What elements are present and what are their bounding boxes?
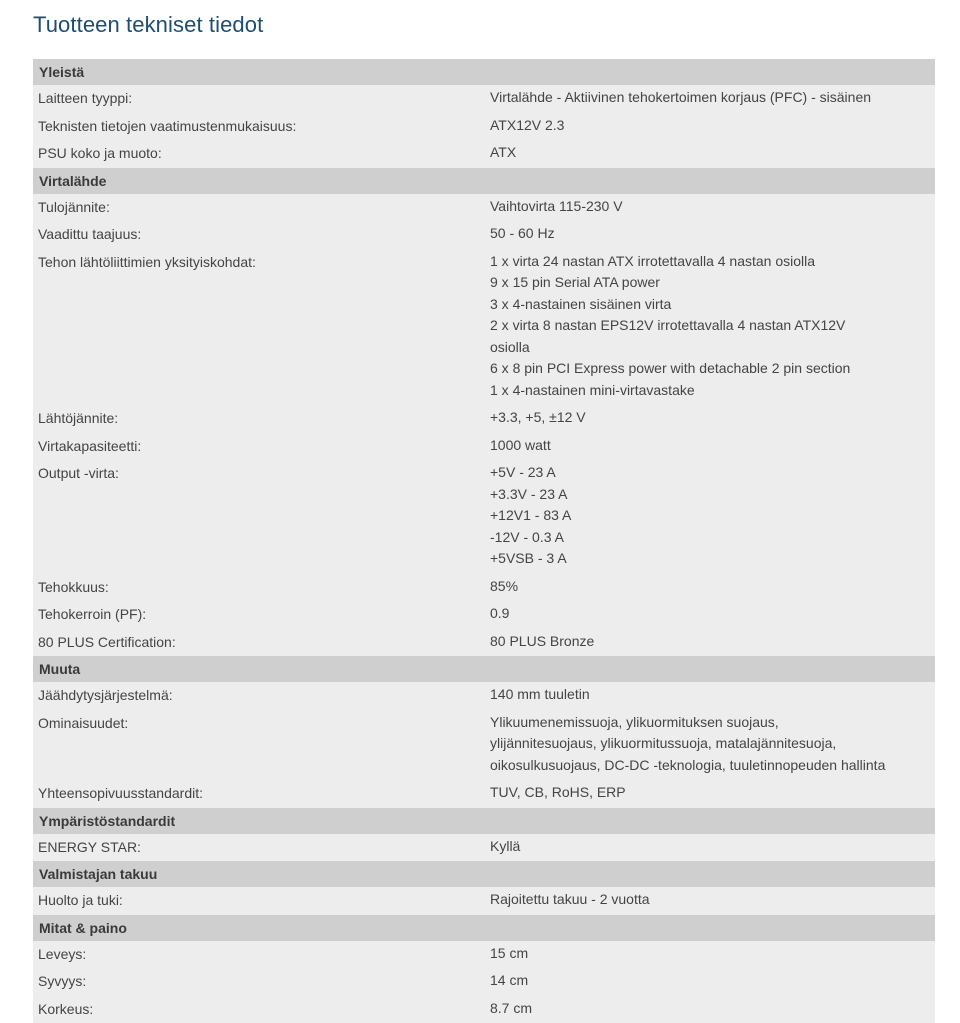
spec-value: 85% (490, 576, 935, 598)
spec-values (490, 714, 935, 777)
spec-row (33, 249, 935, 406)
spec-values (490, 464, 935, 570)
spec-value: -12V - 0.3 A (490, 527, 935, 549)
spec-value: ATX12V 2.3 (490, 115, 935, 137)
spec-label: Yhteensopivuusstandardit: (33, 784, 490, 804)
spec-value: 6 x 8 pin PCI Express power with detachable 2 pin section (490, 358, 935, 380)
spec-values (490, 253, 935, 402)
spec-value: 2 x virta 8 nastan EPS12V irrotettavalla 4 nastan ATX12V (490, 315, 935, 337)
spec-label: Tehokkuus: (33, 578, 490, 598)
section-header: Muuta (33, 656, 935, 682)
spec-values (490, 117, 935, 137)
spec-row (33, 887, 935, 915)
spec-values (490, 144, 935, 164)
spec-row (33, 113, 935, 141)
spec-row (33, 194, 935, 222)
spec-label: Tehokerroin (PF): (33, 605, 490, 625)
spec-value: Ylikuumenemissuoja, ylikuormituksen suojaus, (490, 712, 935, 734)
spec-value: Rajoitettu takuu - 2 vuotta (490, 889, 935, 911)
spec-value: +12V1 - 83 A (490, 505, 935, 527)
spec-value: 1000 watt (490, 435, 935, 457)
spec-row (33, 968, 935, 996)
spec-value: Kyllä (490, 836, 935, 858)
spec-values (490, 198, 935, 218)
spec-row (33, 85, 935, 113)
spec-value: 8.7 cm (490, 998, 935, 1020)
spec-value: TUV, CB, RoHS, ERP (490, 782, 935, 804)
spec-label: Lähtöjännite: (33, 409, 490, 429)
spec-values (490, 838, 935, 858)
spec-label: PSU koko ja muoto: (33, 144, 490, 164)
spec-label: Virtakapasiteetti: (33, 437, 490, 457)
spec-row (33, 834, 935, 862)
spec-values (490, 972, 935, 992)
spec-values (490, 784, 935, 804)
spec-row (33, 780, 935, 808)
spec-value: 1 x virta 24 nastan ATX irrotettavalla 4 nastan osiolla (490, 251, 935, 273)
spec-value: 15 cm (490, 943, 935, 965)
spec-value: Vaihtovirta 115-230 V (490, 196, 935, 218)
spec-value: Virtalähde - Aktiivinen tehokertoimen korjaus (PFC) - sisäinen (490, 87, 935, 109)
spec-row (33, 433, 935, 461)
spec-values (490, 633, 935, 653)
spec-label: 80 PLUS Certification: (33, 633, 490, 653)
spec-value: 9 x 15 pin Serial ATA power (490, 272, 935, 294)
spec-label: Jäähdytysjärjestelmä: (33, 686, 490, 706)
spec-value: 3 x 4-nastainen sisäinen virta (490, 294, 935, 316)
spec-label: Syvyys: (33, 972, 490, 992)
spec-values (490, 945, 935, 965)
spec-label: Teknisten tietojen vaatimustenmukaisuus: (33, 117, 490, 137)
spec-row (33, 221, 935, 249)
spec-row (33, 710, 935, 781)
spec-label: Ominaisuudet: (33, 714, 490, 777)
spec-row (33, 574, 935, 602)
spec-label: Korkeus: (33, 1000, 490, 1020)
spec-values (490, 686, 935, 706)
spec-value: +3.3V - 23 A (490, 484, 935, 506)
spec-value: osiolla (490, 337, 935, 359)
spec-values (490, 1000, 935, 1020)
spec-row (33, 140, 935, 168)
spec-value: 1 x 4-nastainen mini-virtavastake (490, 380, 935, 402)
spec-value: 80 PLUS Bronze (490, 631, 935, 653)
spec-label: Huolto ja tuki: (33, 891, 490, 911)
page-title: Tuotteen tekniset tiedot (33, 12, 263, 38)
section-header: Mitat & paino (33, 915, 935, 941)
spec-value: +5VSB - 3 A (490, 548, 935, 570)
spec-row (33, 941, 935, 969)
spec-row (33, 996, 935, 1023)
spec-table (33, 59, 935, 1023)
spec-values (490, 437, 935, 457)
spec-values (490, 578, 935, 598)
spec-value: +5V - 23 A (490, 462, 935, 484)
section-header: Ympäristöstandardit (33, 808, 935, 834)
section-header: Yleistä (33, 59, 935, 85)
spec-label: Vaadittu taajuus: (33, 225, 490, 245)
spec-value: ATX (490, 142, 935, 164)
spec-values (490, 225, 935, 245)
spec-values (490, 891, 935, 911)
spec-label: Leveys: (33, 945, 490, 965)
spec-label: Laitteen tyyppi: (33, 89, 490, 109)
spec-label: ENERGY STAR: (33, 838, 490, 858)
spec-value: 50 - 60 Hz (490, 223, 935, 245)
spec-value: 14 cm (490, 970, 935, 992)
spec-row (33, 601, 935, 629)
spec-values (490, 409, 935, 429)
spec-label: Tulojännite: (33, 198, 490, 218)
section-header: Valmistajan takuu (33, 861, 935, 887)
spec-value: 0.9 (490, 603, 935, 625)
spec-value: ylijännitesuojaus, ylikuormitussuoja, matalajännitesuoja, (490, 733, 935, 755)
spec-values (490, 89, 935, 109)
spec-value: +3.3, +5, ±12 V (490, 407, 935, 429)
spec-value: 140 mm tuuletin (490, 684, 935, 706)
spec-row (33, 405, 935, 433)
spec-row (33, 682, 935, 710)
spec-row (33, 629, 935, 657)
spec-values (490, 605, 935, 625)
spec-value: oikosulkusuojaus, DC-DC -teknologia, tuuletinnopeuden hallinta (490, 755, 935, 777)
spec-row (33, 460, 935, 574)
section-header: Virtalähde (33, 168, 935, 194)
spec-label: Tehon lähtöliittimien yksityiskohdat: (33, 253, 490, 402)
spec-label: Output -virta: (33, 464, 490, 570)
